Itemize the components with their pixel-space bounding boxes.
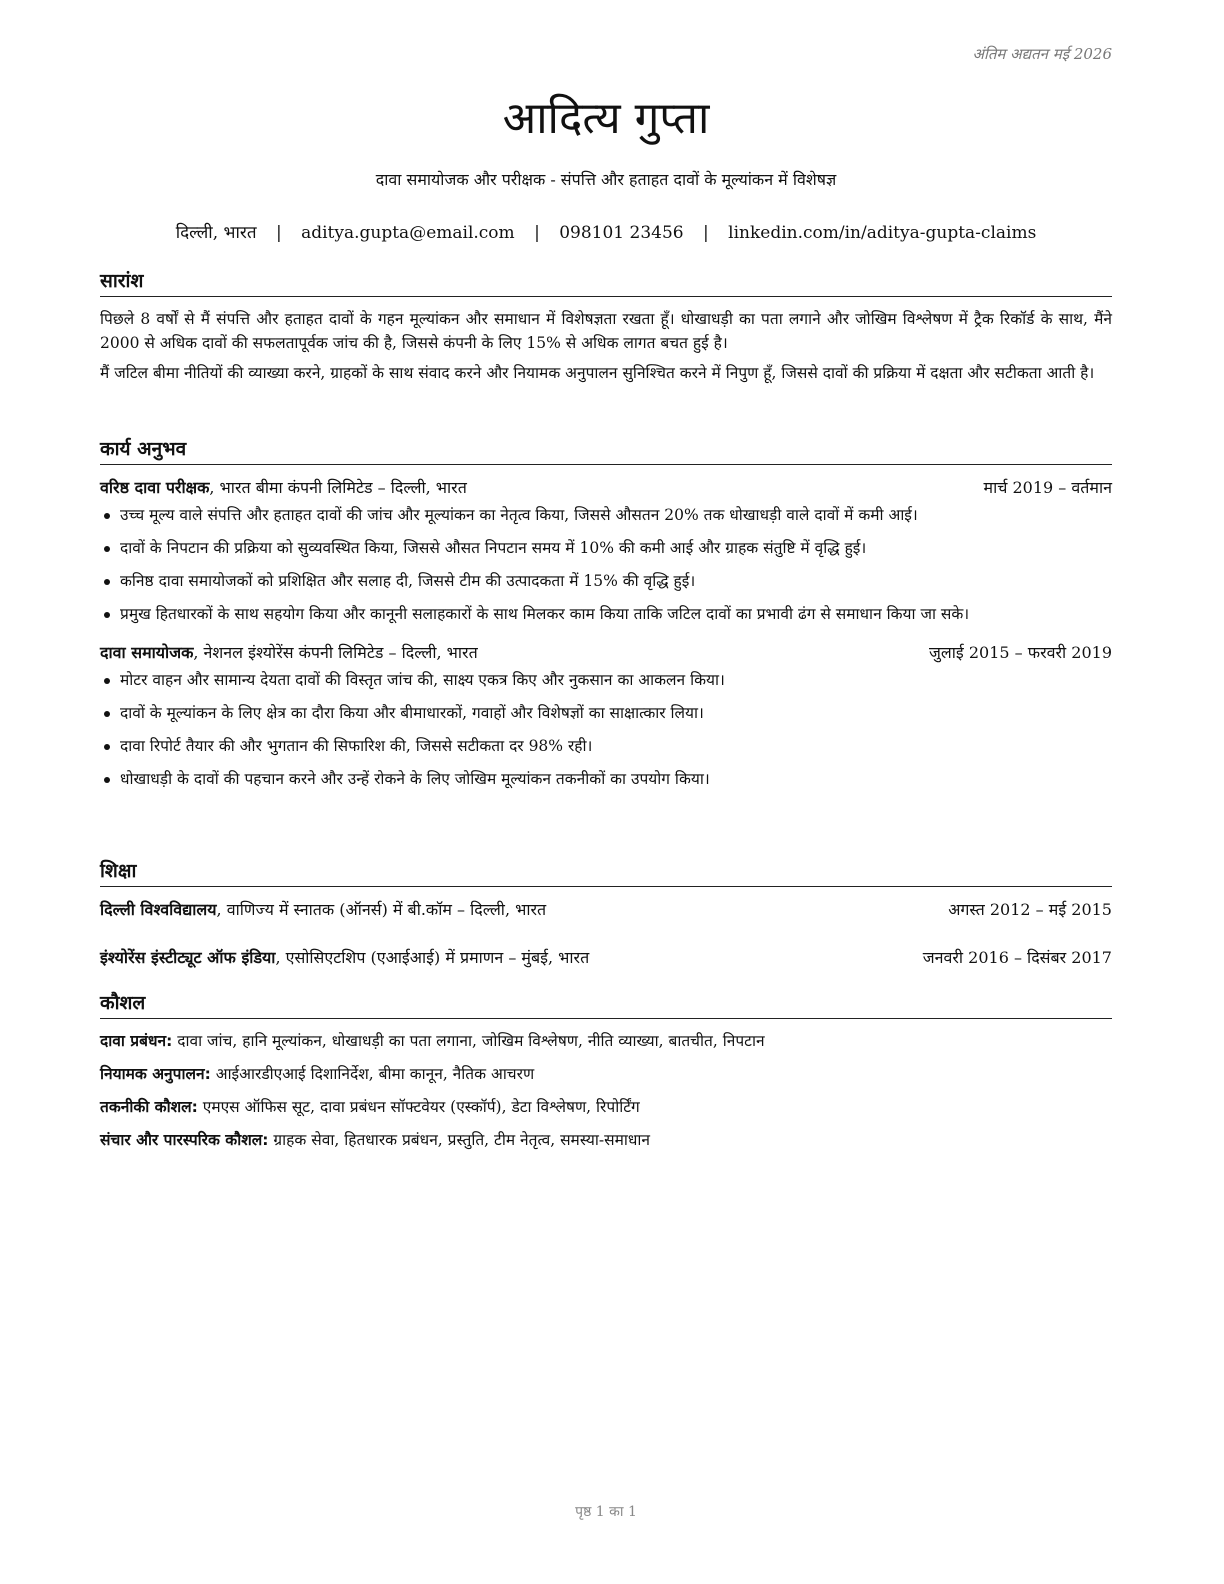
job-header [100, 640, 1112, 666]
contact-separator: | [703, 223, 709, 243]
skill-value: ग्राहक सेवा, हितधारक प्रबंधन, प्रस्तुति, टीम नेतृत्व, समस्या-समाधान [268, 1131, 651, 1149]
education-section [100, 858, 1112, 971]
experience-heading: कार्य अनुभव [100, 436, 1112, 465]
contact-linkedin-link[interactable]: linkedin.com/in/aditya-gupta-claims [728, 223, 1037, 243]
job-role: वरिष्ठ दावा परीक्षक [100, 478, 210, 497]
job-company: , नेशनल इंश्योरेंस कंपनी लिमिटेड – दिल्ली, भारत [193, 643, 478, 662]
job-bullet: मोटर वाहन और सामान्य देयता दावों की विस्तृत जांच की, साक्ष्य एकत्र किए और नुकसान का आकलन किया। [100, 668, 1112, 692]
job-entry [100, 475, 1112, 626]
job-dates: मार्च 2019 – वर्तमान [983, 478, 1112, 497]
job-bullet: कनिष्ठ दावा समायोजकों को प्रशिक्षित और सलाह दी, जिससे टीम की उत्पादकता में 15% की वृद्धि हुई। [100, 569, 1112, 593]
skill-line [100, 1128, 1112, 1152]
candidate-tagline: दावा समायोजक और परीक्षक - संपत्ति और हताहत दावों के मूल्यांकन में विशेषज्ञ [375, 170, 837, 189]
contact-line [100, 220, 1112, 243]
skill-label: तकनीकी कौशल: [100, 1098, 198, 1116]
skill-label: दावा प्रबंधन: [100, 1032, 173, 1050]
job-bullet-list [100, 668, 1112, 791]
education-title-line [100, 897, 546, 923]
summary-section [100, 268, 1112, 391]
education-heading: शिक्षा [100, 858, 1112, 887]
skills-section [100, 990, 1112, 1161]
job-entry [100, 640, 1112, 791]
job-bullet: धोखाधड़ी के दावों की पहचान करने और उन्हें रोकने के लिए जोखिम मूल्यांकन तकनीकों का उपयोग किया। [100, 767, 1112, 791]
job-bullet: दावों के निपटान की प्रक्रिया को सुव्यवस्थित किया, जिससे औसत निपटान समय में 10% की कमी आई और ग्राहक संतुष्टि में वृद्धि हुई। [100, 536, 1112, 560]
job-role: दावा समायोजक [100, 643, 194, 662]
job-title-line [100, 475, 467, 501]
job-bullet-list [100, 503, 1112, 626]
last-updated-note: अंतिम अद्यतन मई 2026 [972, 45, 1112, 63]
skill-value: दावा जांच, हानि मूल्यांकन, धोखाधड़ी का पता लगाना, जोखिम विश्लेषण, नीति व्याख्या, बातचीत, निपटान [172, 1032, 765, 1050]
experience-section [100, 436, 1112, 800]
resume-page [100, 0, 1112, 1584]
education-entry [100, 945, 1112, 971]
page-number-footer: पृष्ठ 1 का 1 [575, 1504, 637, 1520]
candidate-name: आदित्य गुप्ता [502, 93, 710, 144]
summary-paragraph: पिछले 8 वर्षों से मैं संपत्ति और हताहत दावों के गहन मूल्यांकन और समाधान में विशेषज्ञता रखता हूँ। धोखाधड़ी का पता लगाने और जोखिम विश्लेषण में ट्रैक रिकॉर्ड के साथ, मैंने 2000 से अधिक दावों की सफलतापूर्वक जांच की है, जिससे कंपनी के लिए 15% से अधिक लागत बचत हुई है। [100, 310, 1112, 352]
summary-heading: सारांश [100, 268, 1112, 297]
contact-phone: 098101 23456 [559, 223, 684, 243]
skill-line [100, 1062, 1112, 1086]
education-detail: , एसोसिएटशिप (एआईआई) में प्रमाणन – मुंबई, भारत [275, 948, 590, 967]
skill-value: एमएस ऑफिस सूट, दावा प्रबंधन सॉफ्टवेयर (एस्कॉर्प), डेटा विश्लेषण, रिपोर्टिंग [197, 1098, 640, 1116]
contact-separator: | [275, 223, 282, 243]
education-institution: इंश्योरेंस इंस्टीट्यूट ऑफ इंडिया [100, 948, 276, 967]
skill-line [100, 1029, 1112, 1053]
education-dates: अगस्त 2012 – मई 2015 [948, 900, 1112, 919]
job-bullet: दावा रिपोर्ट तैयार की और भुगतान की सिफारिश की, जिससे सटीकता दर 98% रही। [100, 734, 1112, 758]
skill-label: नियामक अनुपालन: [100, 1065, 211, 1083]
education-institution: दिल्ली विश्वविद्यालय [100, 900, 217, 919]
education-title-line [100, 945, 589, 971]
job-company: , भारत बीमा कंपनी लिमिटेड – दिल्ली, भारत [209, 478, 467, 497]
education-dates: जनवरी 2016 – दिसंबर 2017 [922, 948, 1112, 967]
contact-separator: | [534, 223, 540, 243]
job-title-line [100, 640, 478, 666]
job-bullet: दावों के मूल्यांकन के लिए क्षेत्र का दौरा किया और बीमाधारकों, गवाहों और विशेषज्ञों का साक्षात्कार लिया। [100, 701, 1112, 725]
skills-heading: कौशल [100, 990, 1112, 1019]
education-entry [100, 897, 1112, 923]
job-dates: जुलाई 2015 – फरवरी 2019 [929, 643, 1112, 662]
summary-paragraph: मैं जटिल बीमा नीतियों की व्याख्या करने, ग्राहकों के साथ संवाद करने और नियामक अनुपालन सुनिश्चित करने में निपुण हूँ, जिससे दावों की प्रक्रिया में दक्षता और सटीकता आती है। [100, 364, 1095, 382]
skill-value: आईआरडीएआई दिशानिर्देश, बीमा कानून, नैतिक आचरण [210, 1065, 535, 1083]
job-bullet: उच्च मूल्य वाले संपत्ति और हताहत दावों की जांच और मूल्यांकन का नेतृत्व किया, जिससे औसतन 20% तक धोखाधड़ी वाले दावों में कमी आई। [100, 503, 1112, 527]
job-header [100, 475, 1112, 501]
education-detail: , वाणिज्य में स्नातक (ऑनर्स) में बी.कॉम – दिल्ली, भारत [216, 900, 547, 919]
skill-line [100, 1095, 1112, 1119]
job-bullet: प्रमुख हितधारकों के साथ सहयोग किया और कानूनी सलाहकारों के साथ मिलकर काम किया ताकि जटिल दावों का प्रभावी ढंग से समाधान किया जा सके। [100, 602, 1112, 626]
skill-label: संचार और पारस्परिक कौशल: [100, 1131, 269, 1149]
contact-email-link[interactable]: aditya.gupta@email.com [301, 223, 515, 243]
contact-location: दिल्ली, भारत [175, 223, 257, 243]
